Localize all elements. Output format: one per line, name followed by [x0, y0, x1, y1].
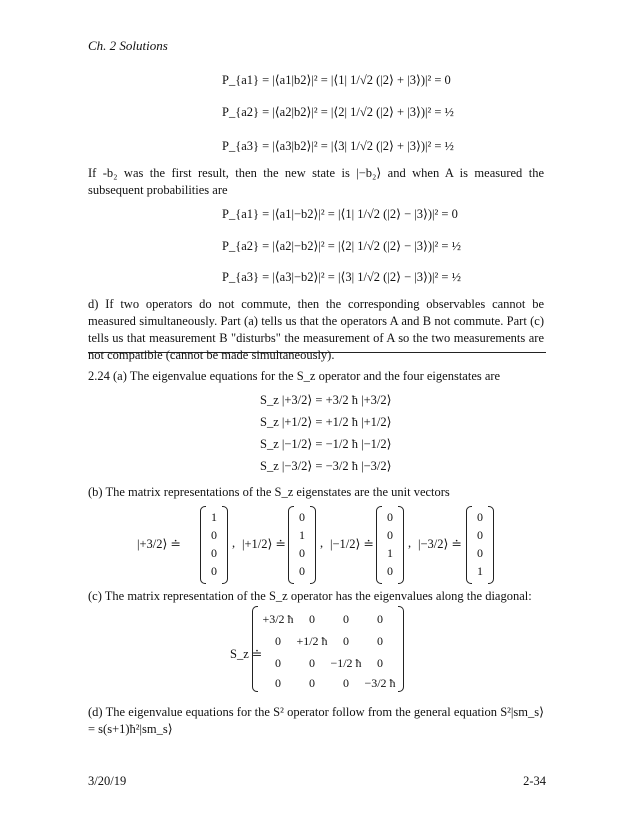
vector-entry: 1	[299, 528, 305, 542]
matrix-label: S_z ≐	[230, 647, 263, 661]
bracket-right	[310, 506, 316, 584]
prob-minus-eq-a2: P_{a2} = |⟨a2|−b2⟩|² = |⟨2| 1/√2 (|2⟩ − |3⟩)|² = ½	[222, 239, 461, 253]
vector-entry: 0	[387, 528, 393, 542]
eigen-eq-plus-3-2: S_z |+3/2⟩ = +3/2 ħ |+3/2⟩	[260, 393, 392, 407]
prob-minus-eq-a1: P_{a1} = |⟨a1|−b2⟩|² = |⟨1| 1/√2 (|2⟩ − |3⟩)|² = 0	[222, 207, 458, 221]
matrix-cell: +1/2 ħ	[296, 634, 328, 648]
vector-entry: 0	[387, 564, 393, 578]
prob-minus-eq-a3: P_{a3} = |⟨a3|−b2⟩|² = |⟨3| 1/√2 (|2⟩ − |3⟩)|² = ½	[222, 270, 461, 284]
vector-entry: 0	[477, 546, 483, 560]
paragraph-b-unit-vectors: (b) The matrix representations of the S_z eigenstates are the unit vectors	[88, 485, 450, 499]
matrix-cell: 0	[275, 656, 281, 670]
vector-column	[206, 508, 222, 580]
matrix-cell: 0	[309, 612, 315, 626]
comma-sep: ,	[320, 536, 324, 550]
matrix-cell: 0	[343, 612, 349, 626]
paragraph-d-commute: d) If two operators do not commute, then the corresponding observables cannot be measured simultaneously. Part (a) tells us that the operators A and B not commute. Part (c) tells us that measurement B "disturbs" the measurement of A so the two measurements are not compatible (cannot be made simultaneously).	[88, 297, 544, 362]
paragraph-if-minus-b2: If -b₂ was the first result, then the new state is |−b₂⟩ and when A is measured the subsequent probabilities are	[88, 166, 544, 197]
bracket-right	[488, 506, 494, 584]
matrix-cell: 0	[275, 634, 281, 648]
vector-label: |+1/2⟩ ≐	[242, 537, 287, 551]
eigen-eq-minus-3-2: S_z |−3/2⟩ = −3/2 ħ |−3/2⟩	[260, 459, 392, 473]
vector-label: |+3/2⟩ ≐	[137, 537, 182, 551]
vector-column	[472, 508, 488, 580]
eigen-eq-plus-1-2: S_z |+1/2⟩ = +1/2 ħ |+1/2⟩	[260, 415, 392, 429]
bracket-right	[398, 506, 404, 584]
vector-entry: 1	[477, 564, 483, 578]
comma-sep: ,	[408, 536, 412, 550]
vector-label: |−1/2⟩ ≐	[330, 537, 375, 551]
comma-sep: ,	[232, 536, 236, 550]
matrix-cell: 0	[275, 676, 281, 690]
paragraph-c-matrix: (c) The matrix representation of the S_z operator has the eigenvalues along the diagonal:	[88, 589, 532, 603]
paragraph-d-s-squared: (d) The eigenvalue equations for the S² operator follow from the general equation S²|sm_s⟩ = s(s+1)ħ²|sm_s⟩	[88, 705, 544, 736]
matrix-cell: −3/2 ħ	[364, 676, 396, 690]
vector-entry: 0	[477, 528, 483, 542]
footer-page-number: 2-34	[523, 774, 546, 788]
bracket-right	[222, 506, 228, 584]
matrix-cell: 0	[377, 612, 383, 626]
chapter-header: Ch. 2 Solutions	[88, 38, 168, 53]
prob-eq-a2: P_{a2} = |⟨a2|b2⟩|² = |⟨2| 1/√2 (|2⟩ + |3⟩)|² = ½	[222, 105, 454, 119]
vector-column	[294, 508, 310, 580]
matrix-cell: +3/2 ħ	[262, 612, 294, 626]
matrix-cell: 0	[309, 656, 315, 670]
eigen-eq-minus-1-2: S_z |−1/2⟩ = −1/2 ħ |−1/2⟩	[260, 437, 392, 451]
matrix-cell: 0	[343, 634, 349, 648]
vector-entry: 0	[299, 564, 305, 578]
prob-eq-a1: P_{a1} = |⟨a1|b2⟩|² = |⟨1| 1/√2 (|2⟩ + |3⟩)|² = 0	[222, 73, 451, 87]
footer-date: 3/20/19	[88, 774, 127, 788]
matrix-cell: 0	[343, 676, 349, 690]
matrix-cell: 0	[309, 676, 315, 690]
vector-entry: 1	[387, 546, 393, 560]
vector-entry: 0	[299, 546, 305, 560]
matrix-cell: 0	[377, 656, 383, 670]
vector-entry: 0	[299, 510, 305, 524]
matrix-cell: 0	[377, 634, 383, 648]
vector-entry: 0	[211, 546, 217, 560]
vector-entry: 1	[211, 510, 217, 524]
vector-entry: 0	[477, 510, 483, 524]
vector-label: |−3/2⟩ ≐	[418, 537, 463, 551]
paragraph-2-24-a: 2.24 (a) The eigenvalue equations for the S_z operator and the four eigenstates are	[88, 369, 501, 383]
vector-entry: 0	[211, 564, 217, 578]
prob-eq-a3: P_{a3} = |⟨a3|b2⟩|² = |⟨3| 1/√2 (|2⟩ + |3⟩)|² = ½	[222, 139, 454, 153]
vector-entry: 0	[211, 528, 217, 542]
vector-column	[382, 508, 398, 580]
matrix-cell: −1/2 ħ	[330, 656, 362, 670]
section-divider	[88, 352, 546, 353]
vector-entry: 0	[387, 510, 393, 524]
